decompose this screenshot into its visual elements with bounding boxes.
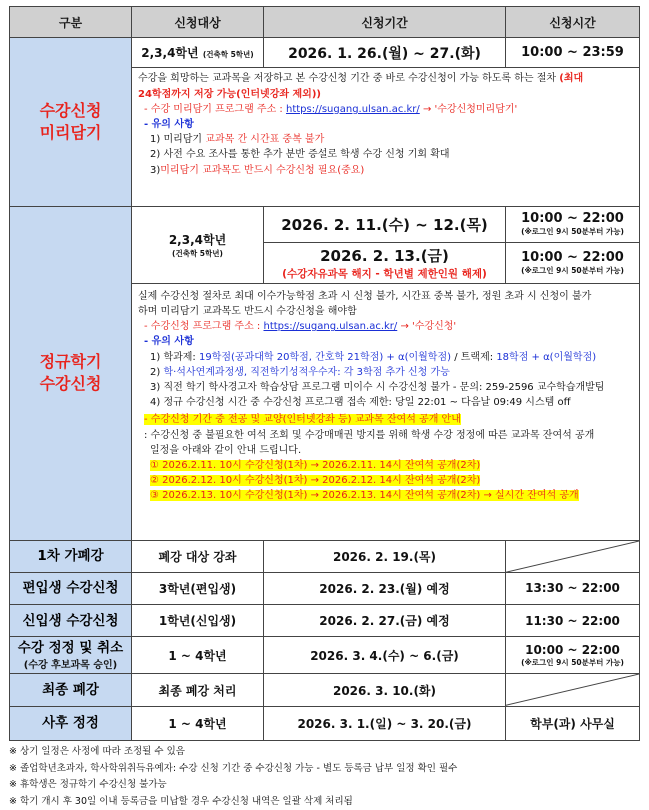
row-time-cell xyxy=(506,637,640,674)
pre-note3-red: 미리담기 교과목도 반드시 수강신청 필요(중요) xyxy=(160,165,364,176)
diagonal-line xyxy=(506,674,639,705)
regular-time1-cell xyxy=(506,207,640,242)
seat-release-round3: ③ 2026.2.13. 10시 수강신청(1차) → 2026.2.13. 14시 잔여석 공개(2차) → 실시간 잔여석 공개 xyxy=(150,490,579,501)
row-category-title: 수강 정정 및 취소 xyxy=(10,640,131,656)
regular-note1-track-credits: 18학점 + α(이월학점) xyxy=(496,352,596,363)
row-time-empty xyxy=(506,540,640,572)
regular-notice-heading: - 유의 사항 xyxy=(138,334,631,349)
regular-desc-line2: 하며 미리담기 교과목도 반드시 수강신청을 해야함 xyxy=(138,304,631,319)
row-category: 사후 정정 xyxy=(10,706,132,740)
diagonal-line xyxy=(506,541,639,572)
pre-description xyxy=(132,68,640,207)
pre-time: 10:00 ~ 23:59 xyxy=(506,38,640,68)
regular-target xyxy=(132,207,264,284)
regular-period1: 2026. 2. 11.(수) ~ 12.(목) xyxy=(264,207,506,242)
row-category xyxy=(10,637,132,674)
regular-category-line1: 정규학기 xyxy=(10,351,131,373)
row-category: 최종 폐강 xyxy=(10,674,132,706)
pre-period: 2026. 1. 26.(월) ~ 27.(화) xyxy=(264,38,506,68)
pre-desc-line1-red: (최대 xyxy=(559,73,583,84)
table-row xyxy=(10,605,640,637)
regular-period2-note: (수강자유과목 해지 - 학년별 제한인원 해제) xyxy=(264,266,505,281)
seat-release-desc1: : 수강신청 중 불필요한 여석 조회 및 수강매매권 방지를 위해 학생 수강 정정에 따른 교과목 잔여석 공개 xyxy=(138,428,631,443)
row-category-sub: (수강 후보과목 승인) xyxy=(10,656,131,671)
regular-desc-url-label: - 수강신청 프로그램 주소 : xyxy=(144,321,260,332)
row-time: 11:30 ~ 22:00 xyxy=(506,605,640,637)
pre-notice-heading: - 유의 사항 xyxy=(138,117,631,132)
regular-note2-prefix: 2) xyxy=(150,367,160,378)
regular-desc-line1: 실제 수강신청 절차로 최대 이수가능학점 초과 시 신청 불가, 시간표 중복 불가, 정원 초과 시 신청이 불가 xyxy=(138,289,631,304)
seat-release-round1: ① 2026.2.11. 10시 수강신청(1차) → 2026.2.11. 14시 잔여석 공개(2차) xyxy=(150,460,480,471)
pre-category-line1: 수강신청 xyxy=(10,100,131,122)
regular-note4: 4) 정규 수강신청 시간 중 수강신청 프로그램 접속 제한: 당일 22:01 ~ 다음날 09:49 시스템 off xyxy=(138,395,631,410)
regular-target-note: (건축학 5학년) xyxy=(132,248,263,259)
row-category: 1차 가폐강 xyxy=(10,540,132,572)
pre-note2: 2) 사전 수요 조사를 통한 추가 분반 증설로 학생 수강 신청 기회 확대 xyxy=(138,147,631,162)
footnote: ※ 학기 개시 후 30일 이내 등록금을 미납할 경우 수강신청 내역은 일괄 삭제 처리됨 xyxy=(9,794,639,810)
footnote: ※ 휴학생은 정규학기 수강신청 불가능 xyxy=(9,777,639,794)
regular-category-line2: 수강신청 xyxy=(10,373,131,395)
regular-period2: 2026. 2. 13.(금) xyxy=(264,245,505,266)
regular-period2-cell xyxy=(264,242,506,283)
seat-release-desc2: 일정을 아래와 같이 안내 드립니다. xyxy=(138,443,631,458)
pre-note1-red: 교과목 간 시간표 중복 불가 xyxy=(205,134,324,145)
row-target: 3학년(편입생) xyxy=(132,572,264,604)
row-target: 최종 폐강 처리 xyxy=(132,674,264,706)
regular-time2-note: (※로그인 9시 50분부터 가능) xyxy=(506,265,639,276)
registration-schedule-table xyxy=(9,6,640,741)
regular-desc-url-target: → '수강신청' xyxy=(400,321,456,332)
regular-time2-cell xyxy=(506,242,640,283)
row-period: 2026. 2. 27.(금) 예정 xyxy=(264,605,506,637)
table-row xyxy=(10,706,640,740)
table-row xyxy=(10,674,640,706)
table-row xyxy=(10,572,640,604)
footnote: ※ 상기 일정은 사정에 따라 조정될 수 있음 xyxy=(9,744,639,761)
pre-desc-url-target: → '수강신청미리담기' xyxy=(423,104,517,115)
pre-note3-prefix: 3) xyxy=(150,165,160,176)
pre-registration-category xyxy=(10,38,132,207)
seat-release-round2: ② 2026.2.12. 10시 수강신청(1차) → 2026.2.12. 14시 잔여석 공개(2차) xyxy=(150,475,480,486)
regular-time2: 10:00 ~ 22:00 xyxy=(506,250,639,265)
row-target: 1 ~ 4학년 xyxy=(132,637,264,674)
pre-registration-row xyxy=(10,38,640,68)
regular-time1: 10:00 ~ 22:00 xyxy=(506,211,639,226)
regular-note2-blue: 학·석사연계과정생, 직전학기성적우수자: 각 3학점 추가 신청 가능 xyxy=(163,367,449,378)
row-period: 2026. 2. 23.(월) 예정 xyxy=(264,572,506,604)
row-category: 편입생 수강신청 xyxy=(10,572,132,604)
regular-note1-track: / 트랙제: xyxy=(454,352,493,363)
row-target: 1학년(신입생) xyxy=(132,605,264,637)
header-target: 신청대상 xyxy=(132,7,264,38)
footnote: ※ 졸업학년초과자, 학사학위취득유예자: 수강 신청 기간 중 수강신청 가능 - 별도 등록금 납부 일정 확인 필수 xyxy=(9,761,639,778)
header-period: 신청기간 xyxy=(264,7,506,38)
pre-desc-line1: 수강을 희망하는 교과목을 저장하고 본 수강신청 기간 중 바로 수강신청이 가능 하도록 하는 절차 xyxy=(138,73,556,84)
regular-note1-prefix: 1) 학과제: xyxy=(150,352,196,363)
regular-target-grade: 2,3,4학년 xyxy=(132,231,263,248)
row-target: 1 ~ 4학년 xyxy=(132,706,264,740)
pre-category-line2: 미리담기 xyxy=(10,122,131,144)
row-period: 2026. 3. 10.(화) xyxy=(264,674,506,706)
row-period: 2026. 3. 1.(일) ~ 3. 20.(금) xyxy=(264,706,506,740)
pre-desc-url-label: - 수강 미리담기 프로그램 주소 : xyxy=(144,104,283,115)
pre-note1-prefix: 1) 미리담기 xyxy=(150,134,202,145)
regular-description xyxy=(132,283,640,540)
row-time: 10:00 ~ 22:00 xyxy=(506,643,639,657)
row-time-empty xyxy=(506,674,640,706)
regular-registration-link[interactable]: https://sugang.ulsan.ac.kr/ xyxy=(263,321,397,332)
row-period: 2026. 3. 4.(수) ~ 6.(금) xyxy=(264,637,506,674)
table-row xyxy=(10,637,640,674)
header-time: 신청시간 xyxy=(506,7,640,38)
seat-release-heading: - 수강신청 기간 중 전공 및 교양(인터넷강좌 등) 교과목 잔여석 공개 안내 xyxy=(144,414,461,425)
table-row xyxy=(10,540,640,572)
pre-target xyxy=(132,38,264,68)
pre-target-note: (건축학 5학년) xyxy=(203,50,254,59)
row-time: 학부(과) 사무실 xyxy=(506,706,640,740)
regular-note3: 3) 직전 학기 학사경고자 학습상담 프로그램 미이수 시 수강신청 불가 - 문의: 259-2596 교수학습개발팀 xyxy=(138,380,631,395)
regular-registration-category xyxy=(10,207,132,540)
footnotes xyxy=(9,744,639,810)
row-target: 폐강 대상 강좌 xyxy=(132,540,264,572)
header-category: 구분 xyxy=(10,7,132,38)
regular-period1-row xyxy=(10,207,640,242)
pre-desc-line2: 24학점까지 저장 가능(인터넷강좌 제외)) xyxy=(138,87,631,102)
regular-note1-credits: 19학점(공과대학 20학점, 간호학 21학점) + α(이월학점) xyxy=(199,352,451,363)
row-time: 13:30 ~ 22:00 xyxy=(506,572,640,604)
row-period: 2026. 2. 19.(목) xyxy=(264,540,506,572)
regular-time1-note: (※로그인 9시 50분부터 가능) xyxy=(506,226,639,237)
pre-registration-link[interactable]: https://sugang.ulsan.ac.kr/ xyxy=(286,104,420,115)
row-time-note: (※로그인 9시 50분부터 가능) xyxy=(506,657,639,668)
pre-target-grade: 2,3,4학년 xyxy=(141,46,198,60)
row-category: 신입생 수강신청 xyxy=(10,605,132,637)
table-header-row xyxy=(10,7,640,38)
